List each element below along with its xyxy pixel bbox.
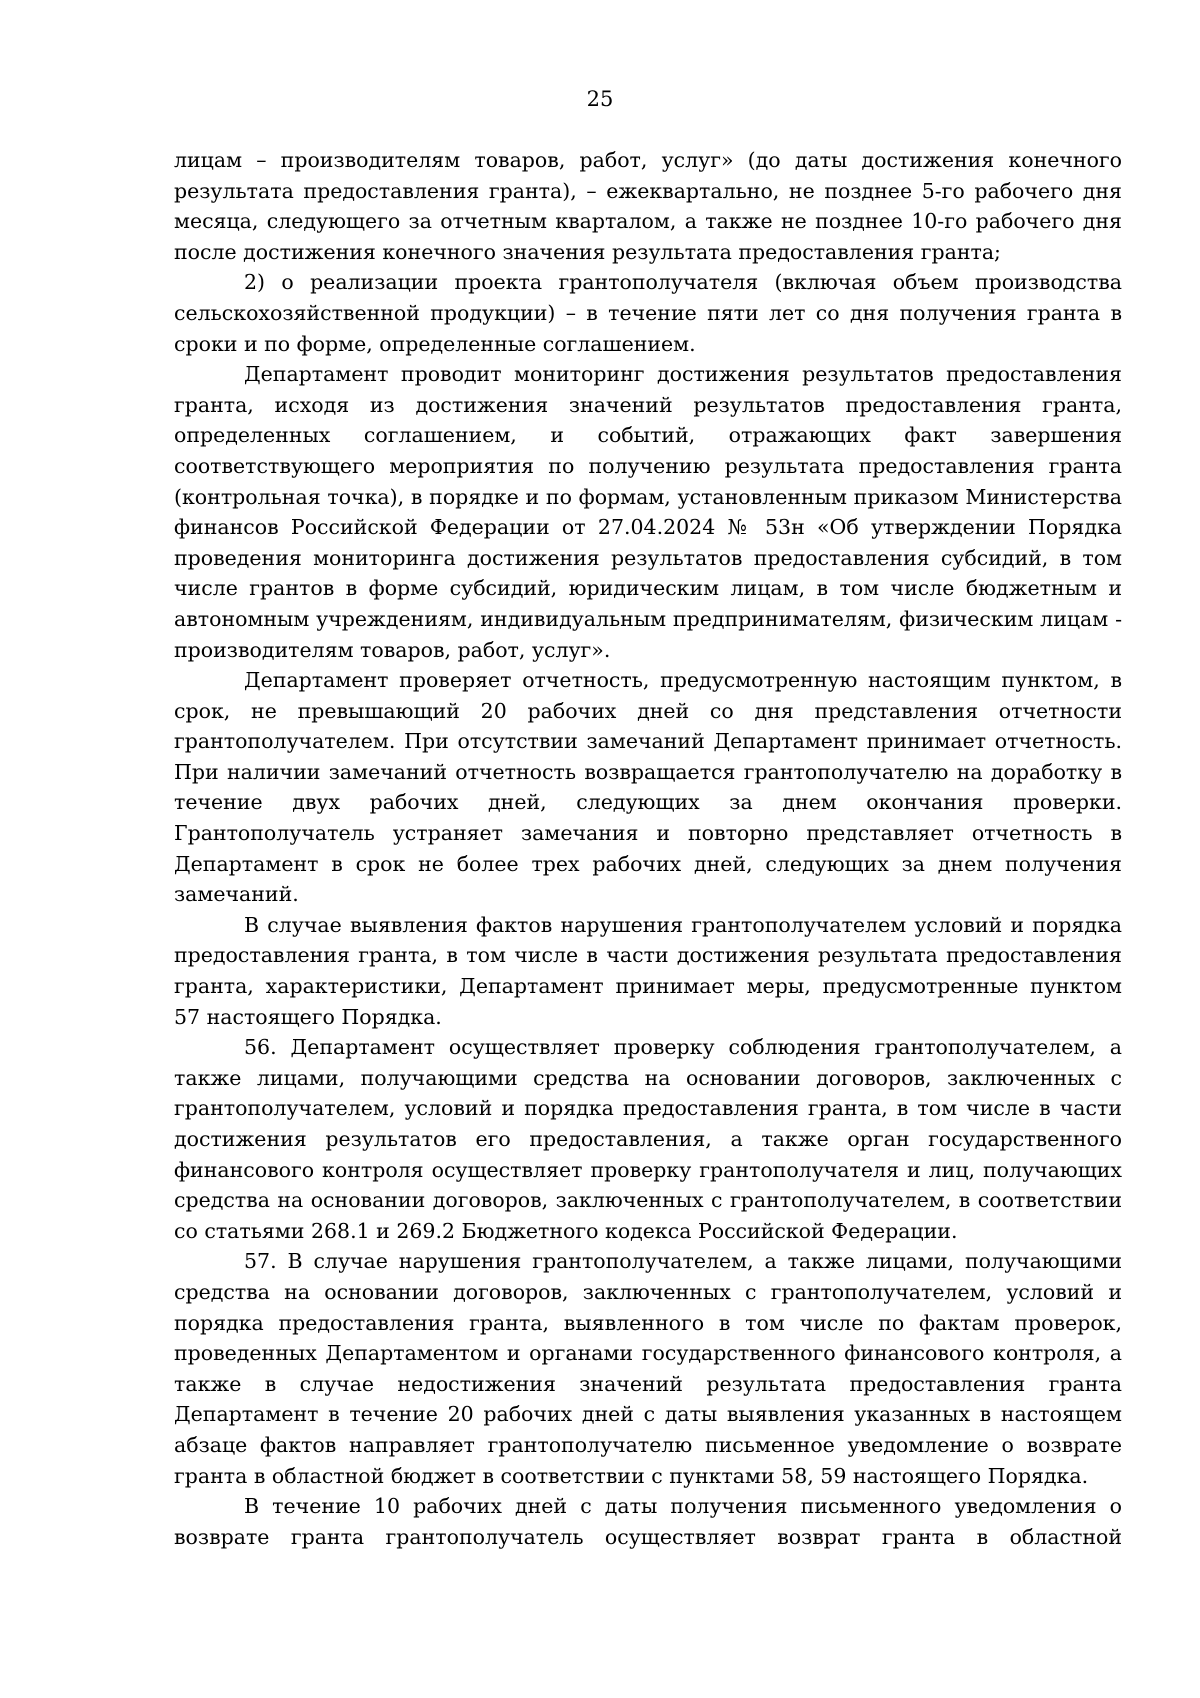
paragraph-monitoring: Департамент проводит мониторинг достижения результатов предоставления гранта, исходя из достижения значений результатов предоставления гранта, определенных соглашением, и событий, отражающих факт завершения соответствующего мероприятия по получению результата предоставления гранта (контрольная точка), в порядке и по формам, установленным приказом Министерства финансов Российской Федерации от 27.04.2024 № 53н «Об утверждении Порядка проведения мониторинга достижения результатов предоставления субсидий, в том числе грантов в форме субсидий, юридическим лицам, в том числе бюджетным и автономным учреждениям, индивидуальным предпринимателям, физическим лицам - производителям товаров, работ, услуг». (174, 362, 1122, 662)
paragraph-item-2: 2) о реализации проекта грантополучателя (включая объем производства сельскохозяйственной продукции) – в течение пяти лет со дня получения гранта в сроки и по форме, определенные соглашением. (174, 270, 1122, 356)
paragraph-item-56: 56. Департамент осуществляет проверку соблюдения грантополучателем, а также лицами, получающими средства на основании договоров, заключенных с грантополучателем, условий и порядка предоставления гранта, в том числе в части достижения результатов его предоставления, а также орган государственного финансового контроля осуществляет проверку грантополучателя и лиц, получающих средства на основании договоров, заключенных с грантополучателем, в соответствии со статьями 268.1 и 269.2 Бюджетного кодекса Российской Федерации. (174, 1035, 1122, 1243)
paragraph-item-57: 57. В случае нарушения грантополучателем, а также лицами, получающими средства на основании договоров, заключенных с грантополучателем, условий и порядка предоставления гранта, выявленного в том числе по фактам проверок, проведенных Департаментом и органами государственного финансового контроля, а также в случае недостижения значений результата предоставления гранта Департамент в течение 20 рабочих дней с даты выявления указанных в настоящем абзаце фактов направляет грантополучателю письменное уведомление о возврате гранта в областной бюджет в соответствии с пунктами 58, 59 настоящего Порядка. (174, 1249, 1122, 1488)
paragraph-return: В течение 10 рабочих дней с даты получения письменного уведомления о возврате гранта грантополучатель осуществляет возврат гранта в областной (174, 1494, 1122, 1549)
paragraph-violations: В случае выявления фактов нарушения грантополучателем условий и порядка предоставления гранта, в том числе в части достижения результата предоставления гранта, характеристики, Департамент принимает меры, предусмотренные пунктом 57 настоящего Порядка. (174, 912, 1122, 1029)
paragraph-reporting-check: Департамент проверяет отчетность, предусмотренную настоящим пунктом, в срок, не превышающий 20 рабочих дней со дня представления отчетности грантополучателем. При отсутствии замечаний Департамент принимает отчетность. При наличии замечаний отчетность возвращается грантополучателю на доработку в течение двух рабочих дней, следующих за днем окончания проверки. Грантополучатель устраняет замечания и повторно представляет отчетность в Департамент в срок не более трех рабочих дней, следующих за днем получения замечаний. (174, 668, 1122, 907)
paragraph-continuation: лицам – производителям товаров, работ, услуг» (до даты достижения конечного результата предоставления гранта), – ежеквартально, не позднее 5-го рабочего дня месяца, следующего за отчетным кварталом, а также не позднее 10-го рабочего дня после достижения конечного значения результата предоставления гранта; (174, 148, 1122, 264)
document-body (174, 145, 1122, 1552)
page-number: 25 (586, 87, 614, 111)
